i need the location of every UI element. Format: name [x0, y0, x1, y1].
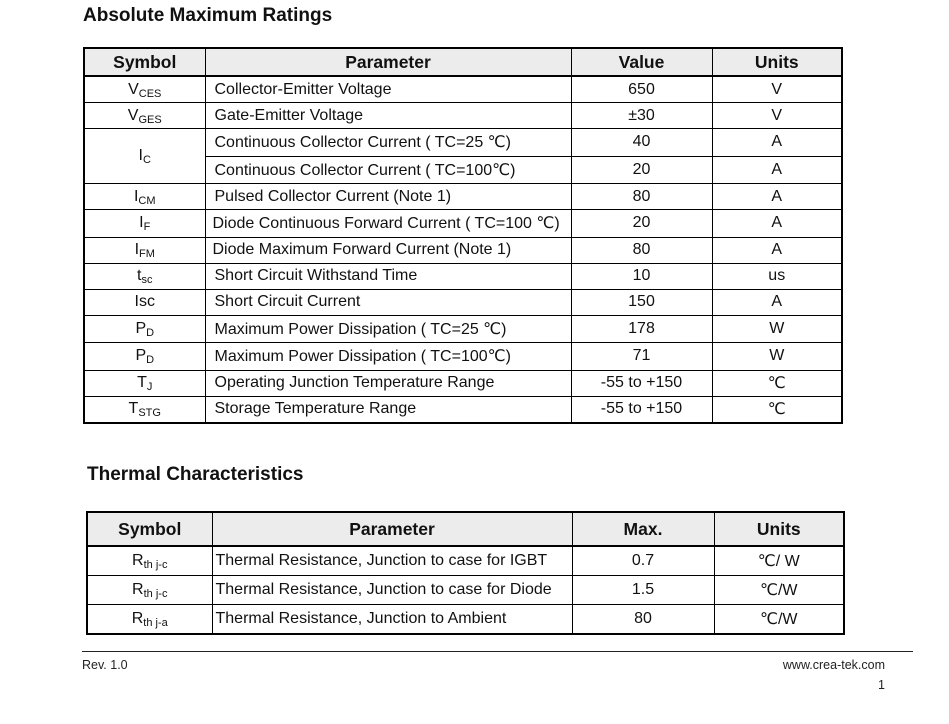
symbol-cell: $R_{th j-a}$ — [87, 605, 212, 635]
absolute-maximum-ratings-table — [83, 47, 843, 424]
table-row — [84, 237, 842, 263]
table-row — [84, 129, 842, 157]
unit-cell: A — [712, 289, 842, 315]
value-cell: 20 — [571, 210, 712, 238]
parameter-cell: Operating Junction Temperature Range — [205, 370, 571, 396]
unit-cell: ℃/W — [714, 576, 844, 605]
value-cell: 10 — [571, 263, 712, 289]
table-row — [87, 546, 844, 576]
table-row — [84, 289, 842, 315]
unit-cell: W — [712, 343, 842, 371]
value-cell: 150 — [571, 289, 712, 315]
value-cell: -55 to +150 — [571, 370, 712, 396]
parameter-cell: Short Circuit Withstand Time — [205, 263, 571, 289]
value-cell: 178 — [571, 315, 712, 343]
header-parameter: Parameter — [212, 512, 572, 546]
value-cell: 40 — [571, 129, 712, 157]
unit-cell: A — [712, 237, 842, 263]
header-value: Value — [571, 48, 712, 76]
table-row — [84, 184, 842, 210]
value-cell: 80 — [572, 605, 714, 635]
unit-cell: ℃/ W — [714, 546, 844, 576]
parameter-cell: Diode Continuous Forward Current ( TC=100 ℃) — [205, 210, 571, 238]
table-row — [87, 576, 844, 605]
table-header-row — [87, 512, 844, 546]
section-title-absolute-maximum-ratings: Absolute Maximum Ratings — [83, 5, 333, 26]
symbol-cell: $I_{CM}$ — [84, 184, 205, 210]
value-cell: -55 to +150 — [571, 396, 712, 423]
header-symbol: Symbol — [84, 48, 205, 76]
value-cell: 650 — [571, 76, 712, 103]
unit-cell: A — [712, 129, 842, 157]
value-cell: 71 — [571, 343, 712, 371]
header-symbol: Symbol — [87, 512, 212, 546]
parameter-cell: Thermal Resistance, Junction to Ambient — [212, 605, 572, 635]
parameter-cell: Thermal Resistance, Junction to case for IGBT — [212, 546, 572, 576]
symbol-cell: $t_{sc}$ — [84, 263, 205, 289]
symbol-cell: Isc — [84, 289, 205, 315]
table-row — [84, 103, 842, 129]
table-row — [84, 76, 842, 103]
header-parameter: Parameter — [205, 48, 571, 76]
value-cell: 80 — [571, 184, 712, 210]
thermal-characteristics-table — [86, 511, 845, 635]
value-cell: 1.5 — [572, 576, 714, 605]
value-cell: 80 — [571, 237, 712, 263]
value-cell: 20 — [571, 156, 712, 184]
unit-cell: ℃ — [712, 396, 842, 423]
parameter-cell: Pulsed Collector Current (Note 1) — [205, 184, 571, 210]
header-units: Units — [714, 512, 844, 546]
unit-cell: V — [712, 103, 842, 129]
table-row — [84, 315, 842, 343]
unit-cell: W — [712, 315, 842, 343]
parameter-cell: Collector-Emitter Voltage — [205, 76, 571, 103]
value-cell: ±30 — [571, 103, 712, 129]
symbol-cell: $P_D$ — [84, 315, 205, 343]
revision-label: Rev. 1.0 — [82, 658, 128, 672]
header-max: Max. — [572, 512, 714, 546]
parameter-cell: Thermal Resistance, Junction to case for Diode — [212, 576, 572, 605]
parameter-cell: Short Circuit Current — [205, 289, 571, 315]
unit-cell: ℃ — [712, 370, 842, 396]
parameter-cell: Continuous Collector Current ( TC=100℃) — [205, 156, 571, 184]
parameter-cell: Diode Maximum Forward Current (Note 1) — [205, 237, 571, 263]
unit-cell: ℃/W — [714, 605, 844, 635]
parameter-cell: Gate-Emitter Voltage — [205, 103, 571, 129]
website-link[interactable]: www.crea-tek.com — [782, 658, 885, 672]
table-row — [84, 370, 842, 396]
table-row — [84, 263, 842, 289]
unit-cell: V — [712, 76, 842, 103]
page-number: 1 — [878, 678, 885, 692]
symbol-cell: $V_{GES}$ — [84, 103, 205, 129]
symbol-cell: $I_C$ — [84, 129, 205, 184]
table-row — [84, 343, 842, 371]
value-cell: 0.7 — [572, 546, 714, 576]
unit-cell: A — [712, 156, 842, 184]
table-row — [84, 396, 842, 423]
section-title-thermal-characteristics: Thermal Characteristics — [87, 464, 304, 485]
symbol-cell: $I_{FM}$ — [84, 237, 205, 263]
symbol-cell: $T_J$ — [84, 370, 205, 396]
symbol-cell: $I_F$ — [84, 210, 205, 238]
symbol-cell: $V_{CES}$ — [84, 76, 205, 103]
parameter-cell: Storage Temperature Range — [205, 396, 571, 423]
symbol-cell: $R_{th j-c}$ — [87, 576, 212, 605]
symbol-cell: $R_{th j-c}$ — [87, 546, 212, 576]
parameter-cell: Maximum Power Dissipation ( TC=100℃) — [205, 343, 571, 371]
unit-cell: A — [712, 184, 842, 210]
table-row — [84, 210, 842, 238]
symbol-cell: $P_D$ — [84, 343, 205, 371]
parameter-cell: Maximum Power Dissipation ( TC=25 ℃) — [205, 315, 571, 343]
unit-cell: A — [712, 210, 842, 238]
parameter-cell: Continuous Collector Current ( TC=25 ℃) — [205, 129, 571, 157]
table-row — [87, 605, 844, 635]
header-units: Units — [712, 48, 842, 76]
unit-cell: us — [712, 263, 842, 289]
table-header-row — [84, 48, 842, 76]
footer-divider — [82, 651, 913, 652]
symbol-cell: $T_{STG}$ — [84, 396, 205, 423]
